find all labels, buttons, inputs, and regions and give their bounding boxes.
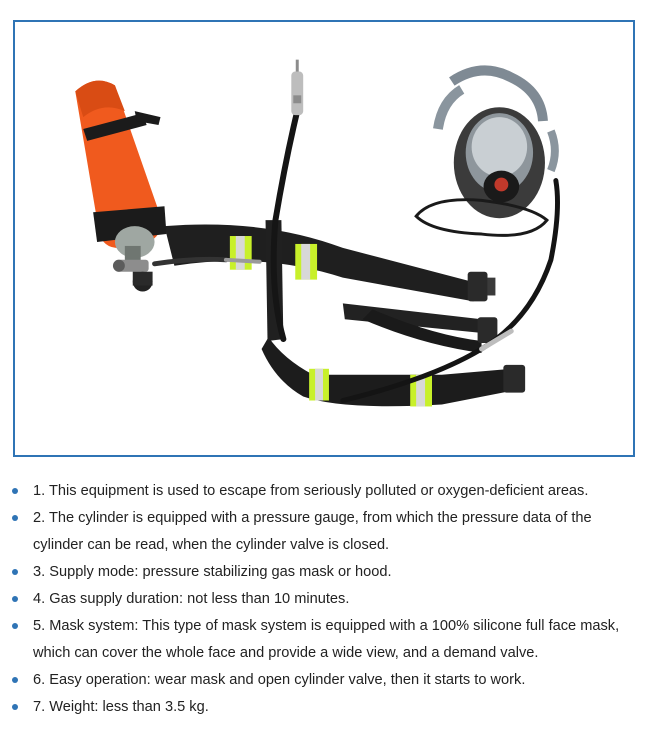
bullet-icon (12, 488, 18, 494)
bullet-icon (12, 596, 18, 602)
product-photo-frame (13, 20, 635, 457)
bullet-icon (12, 515, 18, 521)
feature-text: 6. Easy operation: wear mask and open cylinder valve, then it starts to work. (33, 672, 526, 688)
buckle-icon (468, 272, 488, 302)
full-face-mask (416, 70, 555, 235)
feature-text: 5. Mask system: This type of mask system is equipped with a 100% silicone full face mask, which can cover the whole face and provide a wide view, and a demand valve. (33, 618, 620, 661)
feature-item (0, 694, 650, 721)
feature-item (0, 586, 650, 613)
bullet-icon (12, 677, 18, 683)
breathing-apparatus-photo (15, 22, 633, 455)
feature-text: 3. Supply mode: pressure stabilizing gas mask or hood. (33, 564, 392, 580)
waist-belt (164, 220, 525, 406)
feature-item (0, 505, 650, 559)
pressure-gauge-icon (113, 260, 125, 272)
feature-item (0, 613, 650, 667)
feature-item (0, 667, 650, 694)
feature-text: 2. The cylinder is equipped with a pressure gauge, from which the pressure data of the cylinder can be read, when the cylinder valve is closed. (33, 510, 592, 553)
feature-text: 4. Gas supply duration: not less than 10 minutes. (33, 591, 350, 607)
air-cylinder (75, 81, 166, 292)
feature-item (0, 559, 650, 586)
feature-item (0, 478, 650, 505)
bullet-icon (12, 569, 18, 575)
hose-connector-icon (291, 60, 303, 115)
buckle-icon (503, 365, 525, 393)
feature-text: 1. This equipment is used to escape from seriously polluted or oxygen-deficient areas. (33, 483, 589, 499)
bullet-icon (12, 623, 18, 629)
feature-text: 7. Weight: less than 3.5 kg. (33, 699, 209, 715)
bullet-icon (12, 704, 18, 710)
feature-list (0, 478, 650, 721)
